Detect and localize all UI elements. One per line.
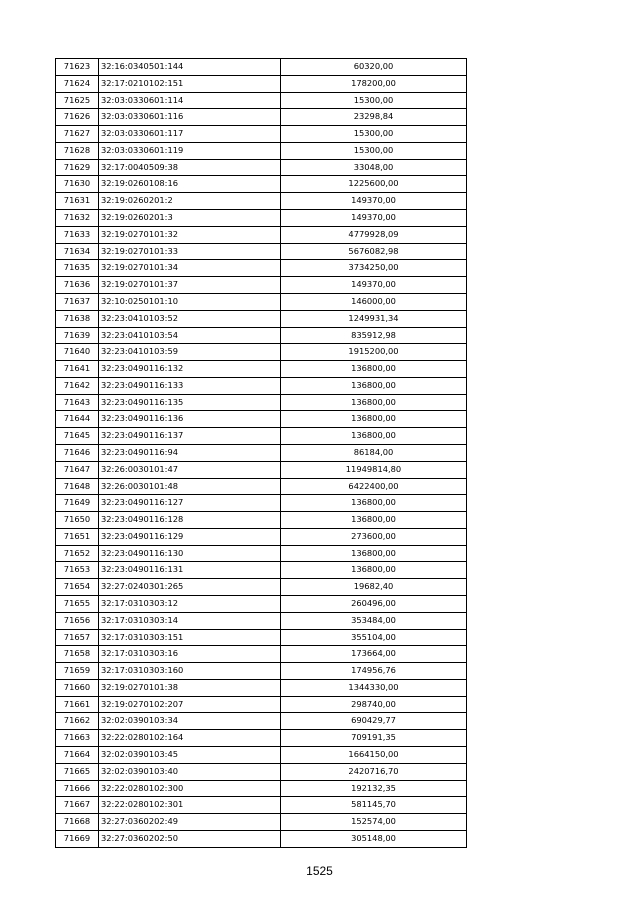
row-number-cell: 71669 <box>56 830 99 847</box>
row-number-cell: 71641 <box>56 361 99 378</box>
row-number-cell: 71642 <box>56 377 99 394</box>
row-number-cell: 71667 <box>56 797 99 814</box>
table-row <box>56 780 467 797</box>
cadastral-value-cell: 178200,00 <box>281 75 467 92</box>
row-number-cell: 71666 <box>56 780 99 797</box>
table-row <box>56 562 467 579</box>
cadastral-number-cell: 32:17:0210102:151 <box>99 75 281 92</box>
cadastral-value-cell: 273600,00 <box>281 528 467 545</box>
row-number-cell: 71654 <box>56 579 99 596</box>
cadastral-value-table <box>55 58 467 848</box>
cadastral-number-cell: 32:19:0270101:33 <box>99 243 281 260</box>
table-row <box>56 763 467 780</box>
cadastral-value-cell: 305148,00 <box>281 830 467 847</box>
table-row <box>56 260 467 277</box>
cadastral-value-cell: 15300,00 <box>281 142 467 159</box>
row-number-cell: 71661 <box>56 696 99 713</box>
cadastral-number-cell: 32:17:0040509:38 <box>99 159 281 176</box>
cadastral-number-cell: 32:17:0310303:14 <box>99 612 281 629</box>
cadastral-value-cell: 15300,00 <box>281 92 467 109</box>
cadastral-number-cell: 32:17:0310303:12 <box>99 596 281 613</box>
cadastral-value-cell: 3734250,00 <box>281 260 467 277</box>
table-row <box>56 361 467 378</box>
cadastral-number-cell: 32:02:0390103:34 <box>99 713 281 730</box>
table-row <box>56 176 467 193</box>
cadastral-number-cell: 32:23:0490116:135 <box>99 394 281 411</box>
cadastral-number-cell: 32:26:0030101:48 <box>99 478 281 495</box>
cadastral-number-cell: 32:22:0280102:164 <box>99 730 281 747</box>
row-number-cell: 71627 <box>56 126 99 143</box>
table-row <box>56 512 467 529</box>
cadastral-number-cell: 32:23:0490116:130 <box>99 545 281 562</box>
row-number-cell: 71635 <box>56 260 99 277</box>
row-number-cell: 71653 <box>56 562 99 579</box>
row-number-cell: 71626 <box>56 109 99 126</box>
cadastral-value-cell: 192132,35 <box>281 780 467 797</box>
cadastral-number-cell: 32:23:0490116:133 <box>99 377 281 394</box>
cadastral-value-cell: 136800,00 <box>281 495 467 512</box>
table-row <box>56 444 467 461</box>
table-row <box>56 730 467 747</box>
cadastral-value-cell: 1344330,00 <box>281 679 467 696</box>
table-row <box>56 612 467 629</box>
cadastral-number-cell: 32:23:0410103:59 <box>99 344 281 361</box>
row-number-cell: 71640 <box>56 344 99 361</box>
cadastral-value-cell: 581145,70 <box>281 797 467 814</box>
cadastral-value-cell: 136800,00 <box>281 394 467 411</box>
cadastral-number-cell: 32:27:0240301:265 <box>99 579 281 596</box>
table-row <box>56 159 467 176</box>
row-number-cell: 71633 <box>56 226 99 243</box>
table-row <box>56 377 467 394</box>
row-number-cell: 71664 <box>56 747 99 764</box>
cadastral-number-cell: 32:19:0270101:32 <box>99 226 281 243</box>
row-number-cell: 71625 <box>56 92 99 109</box>
cadastral-value-cell: 709191,35 <box>281 730 467 747</box>
table-row <box>56 277 467 294</box>
cadastral-number-cell: 32:03:0330601:117 <box>99 126 281 143</box>
cadastral-number-cell: 32:27:0360202:50 <box>99 830 281 847</box>
cadastral-number-cell: 32:23:0490116:137 <box>99 428 281 445</box>
table-row <box>56 679 467 696</box>
table-row <box>56 646 467 663</box>
row-number-cell: 71649 <box>56 495 99 512</box>
row-number-cell: 71638 <box>56 310 99 327</box>
row-number-cell: 71645 <box>56 428 99 445</box>
table-row <box>56 713 467 730</box>
cadastral-number-cell: 32:19:0260201:3 <box>99 210 281 227</box>
table-row <box>56 663 467 680</box>
cadastral-number-cell: 32:10:0250101:10 <box>99 293 281 310</box>
cadastral-value-cell: 136800,00 <box>281 411 467 428</box>
row-number-cell: 71656 <box>56 612 99 629</box>
row-number-cell: 71629 <box>56 159 99 176</box>
cadastral-number-cell: 32:23:0490116:127 <box>99 495 281 512</box>
cadastral-value-cell: 4779928,09 <box>281 226 467 243</box>
table-row <box>56 545 467 562</box>
cadastral-value-cell: 1225600,00 <box>281 176 467 193</box>
cadastral-number-cell: 32:02:0390103:40 <box>99 763 281 780</box>
cadastral-value-cell: 298740,00 <box>281 696 467 713</box>
table-row <box>56 210 467 227</box>
cadastral-number-cell: 32:19:0260108:16 <box>99 176 281 193</box>
cadastral-number-cell: 32:17:0310303:160 <box>99 663 281 680</box>
cadastral-value-cell: 136800,00 <box>281 562 467 579</box>
cadastral-value-cell: 355104,00 <box>281 629 467 646</box>
table-row <box>56 797 467 814</box>
cadastral-value-cell: 835912,98 <box>281 327 467 344</box>
table-row <box>56 193 467 210</box>
cadastral-number-cell: 32:17:0310303:151 <box>99 629 281 646</box>
table-row <box>56 428 467 445</box>
row-number-cell: 71636 <box>56 277 99 294</box>
cadastral-value-cell: 5676082,98 <box>281 243 467 260</box>
table-row <box>56 243 467 260</box>
cadastral-value-cell: 19682,40 <box>281 579 467 596</box>
row-number-cell: 71630 <box>56 176 99 193</box>
table-row <box>56 75 467 92</box>
table-row <box>56 696 467 713</box>
page-number: 1525 <box>306 864 333 878</box>
table-row <box>56 142 467 159</box>
cadastral-value-cell: 136800,00 <box>281 512 467 529</box>
cadastral-number-cell: 32:19:0270101:34 <box>99 260 281 277</box>
cadastral-value-cell: 149370,00 <box>281 277 467 294</box>
cadastral-value-cell: 152574,00 <box>281 814 467 831</box>
row-number-cell: 71632 <box>56 210 99 227</box>
cadastral-number-cell: 32:19:0270102:207 <box>99 696 281 713</box>
row-number-cell: 71650 <box>56 512 99 529</box>
cadastral-number-cell: 32:23:0490116:132 <box>99 361 281 378</box>
cadastral-number-cell: 32:16:0340501:144 <box>99 59 281 76</box>
row-number-cell: 71665 <box>56 763 99 780</box>
cadastral-number-cell: 32:27:0360202:49 <box>99 814 281 831</box>
table-row <box>56 461 467 478</box>
cadastral-value-cell: 136800,00 <box>281 545 467 562</box>
table-row <box>56 293 467 310</box>
cadastral-number-cell: 32:19:0260201:2 <box>99 193 281 210</box>
table-row <box>56 579 467 596</box>
row-number-cell: 71623 <box>56 59 99 76</box>
cadastral-number-cell: 32:23:0490116:131 <box>99 562 281 579</box>
cadastral-number-cell: 32:23:0490116:128 <box>99 512 281 529</box>
cadastral-value-cell: 2420716,70 <box>281 763 467 780</box>
row-number-cell: 71644 <box>56 411 99 428</box>
cadastral-value-cell: 60320,00 <box>281 59 467 76</box>
cadastral-number-cell: 32:22:0280102:300 <box>99 780 281 797</box>
row-number-cell: 71643 <box>56 394 99 411</box>
cadastral-number-cell: 32:23:0410103:54 <box>99 327 281 344</box>
row-number-cell: 71657 <box>56 629 99 646</box>
row-number-cell: 71646 <box>56 444 99 461</box>
cadastral-number-cell: 32:23:0490116:129 <box>99 528 281 545</box>
table-row <box>56 411 467 428</box>
cadastral-value-cell: 690429,77 <box>281 713 467 730</box>
table-row <box>56 59 467 76</box>
cadastral-number-cell: 32:22:0280102:301 <box>99 797 281 814</box>
table-row <box>56 310 467 327</box>
table-row <box>56 226 467 243</box>
cadastral-number-cell: 32:03:0330601:116 <box>99 109 281 126</box>
cadastral-value-cell: 33048,00 <box>281 159 467 176</box>
cadastral-number-cell: 32:23:0490116:136 <box>99 411 281 428</box>
cadastral-number-cell: 32:23:0490116:94 <box>99 444 281 461</box>
row-number-cell: 71631 <box>56 193 99 210</box>
table-row <box>56 344 467 361</box>
cadastral-number-cell: 32:23:0410103:52 <box>99 310 281 327</box>
table-row <box>56 327 467 344</box>
cadastral-value-cell: 86184,00 <box>281 444 467 461</box>
cadastral-value-cell: 136800,00 <box>281 377 467 394</box>
cadastral-value-cell: 1664150,00 <box>281 747 467 764</box>
table-row <box>56 830 467 847</box>
cadastral-value-cell: 136800,00 <box>281 428 467 445</box>
row-number-cell: 71655 <box>56 596 99 613</box>
row-number-cell: 71639 <box>56 327 99 344</box>
cadastral-number-cell: 32:03:0330601:119 <box>99 142 281 159</box>
cadastral-number-cell: 32:17:0310303:16 <box>99 646 281 663</box>
table-row <box>56 109 467 126</box>
cadastral-value-cell: 353484,00 <box>281 612 467 629</box>
table-row <box>56 92 467 109</box>
cadastral-value-cell: 173664,00 <box>281 646 467 663</box>
row-number-cell: 71668 <box>56 814 99 831</box>
cadastral-number-cell: 32:19:0270101:38 <box>99 679 281 696</box>
table-row <box>56 478 467 495</box>
table-row <box>56 629 467 646</box>
row-number-cell: 71647 <box>56 461 99 478</box>
row-number-cell: 71628 <box>56 142 99 159</box>
row-number-cell: 71660 <box>56 679 99 696</box>
table-row <box>56 495 467 512</box>
cadastral-value-cell: 1249931,34 <box>281 310 467 327</box>
row-number-cell: 71659 <box>56 663 99 680</box>
table-row <box>56 814 467 831</box>
cadastral-number-cell: 32:02:0390103:45 <box>99 747 281 764</box>
table-row <box>56 528 467 545</box>
cadastral-value-cell: 23298,84 <box>281 109 467 126</box>
cadastral-value-cell: 149370,00 <box>281 210 467 227</box>
cadastral-number-cell: 32:19:0270101:37 <box>99 277 281 294</box>
cadastral-number-cell: 32:03:0330601:114 <box>99 92 281 109</box>
cadastral-value-cell: 15300,00 <box>281 126 467 143</box>
row-number-cell: 71651 <box>56 528 99 545</box>
row-number-cell: 71663 <box>56 730 99 747</box>
row-number-cell: 71648 <box>56 478 99 495</box>
table-body <box>56 59 467 848</box>
cadastral-value-cell: 11949814,80 <box>281 461 467 478</box>
row-number-cell: 71652 <box>56 545 99 562</box>
row-number-cell: 71634 <box>56 243 99 260</box>
cadastral-value-cell: 146000,00 <box>281 293 467 310</box>
cadastral-value-cell: 149370,00 <box>281 193 467 210</box>
cadastral-value-cell: 6422400,00 <box>281 478 467 495</box>
cadastral-value-cell: 174956,76 <box>281 663 467 680</box>
row-number-cell: 71658 <box>56 646 99 663</box>
table-row <box>56 394 467 411</box>
table-row <box>56 747 467 764</box>
table-row <box>56 126 467 143</box>
cadastral-number-cell: 32:26:0030101:47 <box>99 461 281 478</box>
cadastral-value-cell: 136800,00 <box>281 361 467 378</box>
row-number-cell: 71637 <box>56 293 99 310</box>
row-number-cell: 71624 <box>56 75 99 92</box>
row-number-cell: 71662 <box>56 713 99 730</box>
table-row <box>56 596 467 613</box>
cadastral-value-cell: 1915200,00 <box>281 344 467 361</box>
cadastral-value-cell: 260496,00 <box>281 596 467 613</box>
